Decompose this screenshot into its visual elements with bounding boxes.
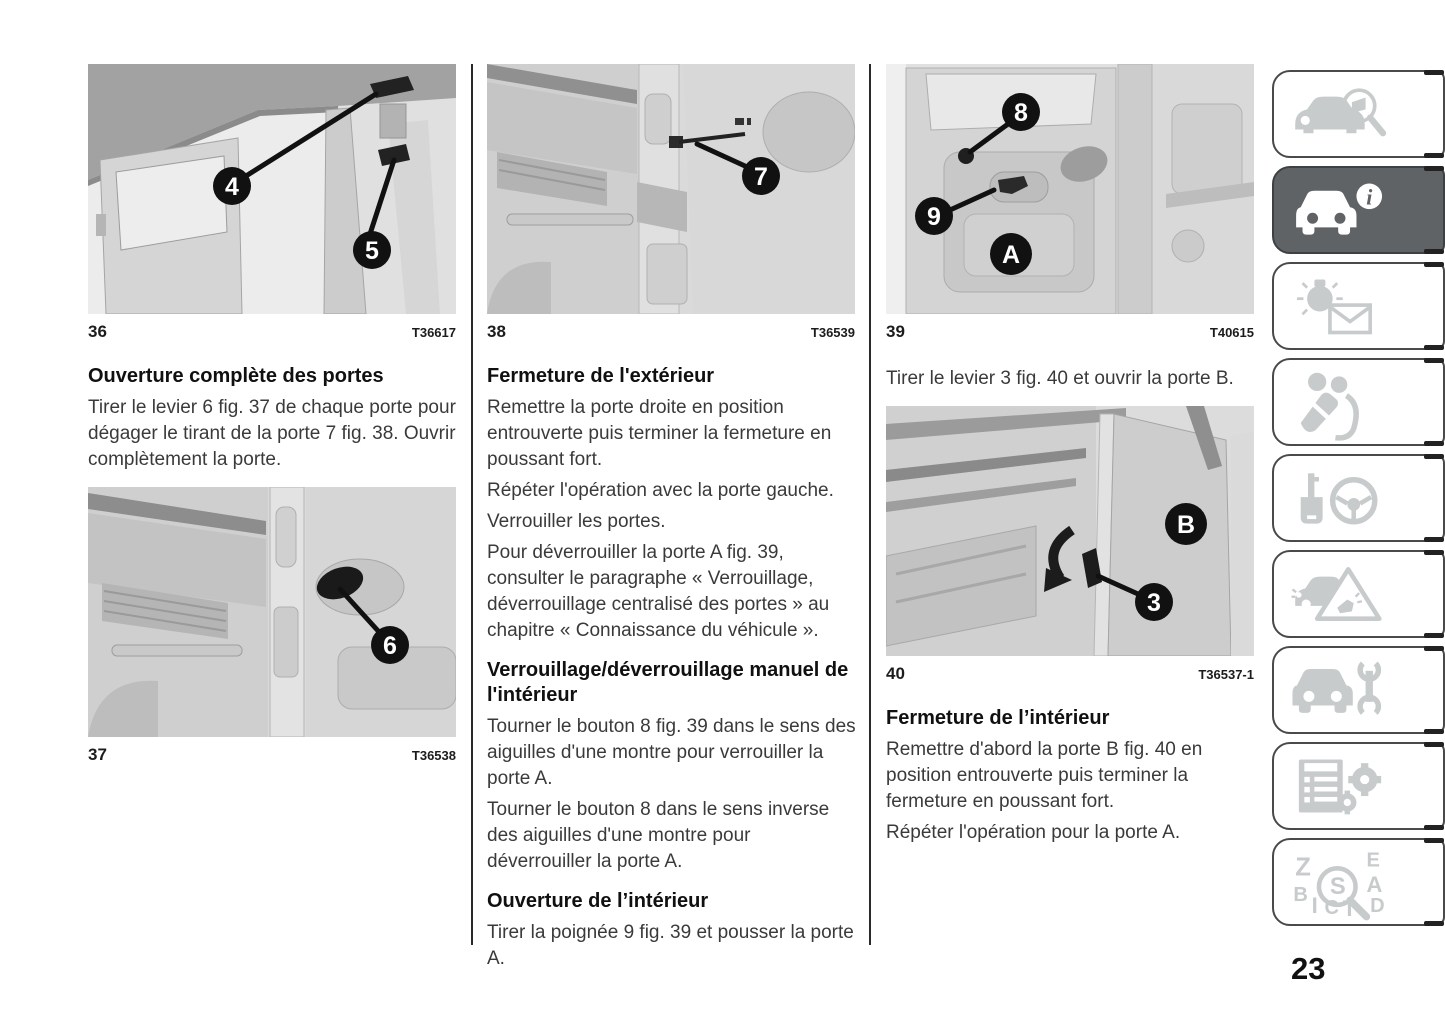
figure-39-image xyxy=(886,64,1254,314)
figure-38-caption xyxy=(487,322,855,342)
paragraph: Tirer le levier 6 fig. 37 de chaque porte pour dégager le tirant de la porte 7 fig. 38. Ouvrir complètement la porte. xyxy=(88,397,456,470)
paragraph: Verrouiller les portes. xyxy=(487,511,666,532)
sidebar-tab-technical-data[interactable] xyxy=(1272,742,1445,830)
section-heading: Verrouillage/déverrouillage manuel de l'intérieur xyxy=(487,659,849,706)
door-b-badge xyxy=(1165,503,1207,545)
figure-37-image xyxy=(88,487,456,737)
figure-40 xyxy=(886,406,1256,684)
section-heading: Fermeture de l'extérieur xyxy=(487,365,715,387)
figure-number: 40 xyxy=(886,664,905,683)
svg-text:Z: Z xyxy=(1295,853,1311,882)
figure-39 xyxy=(886,64,1256,342)
figure-number: 39 xyxy=(886,322,905,341)
paragraph: Pour déverrouiller la porte A fig. 39, consulter le paragraphe « Verrouillage, déverrouillage centralisé des portes » au chapitre « Connaissance du véhicule ». xyxy=(487,542,830,641)
section-heading: Ouverture de l’intérieur xyxy=(487,890,709,912)
airbag-passenger-icon xyxy=(1286,370,1394,434)
svg-text:E: E xyxy=(1366,849,1380,872)
car-info-icon xyxy=(1286,178,1394,242)
paragraph: Tourner le bouton 8 fig. 39 dans le sens des aiguilles d'une montre pour verrouiller la porte A. xyxy=(487,716,856,789)
figure-39-caption xyxy=(886,322,1254,342)
van-interior-background xyxy=(1118,64,1254,314)
section-heading: Ouverture complète des portes xyxy=(88,365,384,387)
svg-text:4: 4 xyxy=(225,173,239,201)
svg-text:T: T xyxy=(1342,895,1357,921)
sidebar-tab-warning-lights[interactable] xyxy=(1272,262,1445,350)
paragraph: Tirer la poignée 9 fig. 39 et pousser la porte A. xyxy=(487,922,854,969)
cargo-area xyxy=(487,64,639,314)
chapter-tab-sidebar xyxy=(1272,70,1445,934)
svg-text:7: 7 xyxy=(754,163,768,191)
page-number: 23 xyxy=(1291,951,1326,986)
sidebar-tab-emergency[interactable] xyxy=(1272,550,1445,638)
svg-text:B: B xyxy=(1293,884,1308,907)
column-left xyxy=(88,64,458,765)
figure-36-illustration xyxy=(88,64,456,314)
svg-text:D: D xyxy=(1370,895,1385,918)
paragraph: Tirer le levier 3 fig. 40 et ouvrir la porte B. xyxy=(886,368,1234,389)
column-divider xyxy=(869,64,871,945)
figure-number: 37 xyxy=(88,745,107,764)
column-middle xyxy=(487,64,857,977)
paragraph: Tourner le bouton 8 dans le sens inverse des aiguilles d'une montre pour déverrouiller la porte A. xyxy=(487,799,830,872)
sidebar-tab-vehicle-info[interactable] xyxy=(1272,166,1445,254)
figure-38 xyxy=(487,64,857,342)
svg-text:9: 9 xyxy=(927,203,941,231)
inner-handle xyxy=(990,172,1048,202)
figure-37 xyxy=(88,487,458,765)
svg-text:8: 8 xyxy=(1014,99,1028,127)
car-wrench-icon xyxy=(1286,658,1394,722)
svg-text:5: 5 xyxy=(365,237,379,265)
letters-magnifier-icon xyxy=(1286,849,1394,921)
figure-37-illustration xyxy=(88,487,456,737)
svg-text:3: 3 xyxy=(1147,589,1161,617)
figure-36-caption xyxy=(88,322,456,342)
figure-36 xyxy=(88,64,458,342)
cargo-interior xyxy=(886,406,1126,656)
car-warning-triangle-icon xyxy=(1286,562,1394,626)
figure-38-illustration xyxy=(487,64,855,314)
door-pillar xyxy=(270,487,304,737)
column-divider xyxy=(471,64,473,945)
paragraph: Répéter l'opération avec la porte gauche. xyxy=(487,480,834,501)
figure-40-illustration xyxy=(886,406,1254,656)
figure-40-caption xyxy=(886,664,1254,684)
svg-text:6: 6 xyxy=(383,632,397,660)
figure-37-caption xyxy=(88,745,456,765)
svg-text:S: S xyxy=(1329,872,1346,900)
sidebar-tab-index[interactable] xyxy=(1272,838,1445,926)
figure-number: 36 xyxy=(88,322,107,341)
paragraph: Remettre d'abord la porte B fig. 40 en position entrouverte puis terminer la fermeture en poussant fort. xyxy=(886,739,1203,812)
paragraph: Remettre la porte droite en position entrouverte puis terminer la fermeture en poussant fort. xyxy=(487,397,832,470)
svg-text:A: A xyxy=(1366,872,1383,898)
figure-40-image xyxy=(886,406,1254,656)
key-steering-wheel-icon xyxy=(1286,466,1394,530)
figure-39-illustration xyxy=(886,64,1254,314)
svg-text:i: i xyxy=(1366,184,1373,210)
sidebar-tab-starting-driving[interactable] xyxy=(1272,454,1445,542)
svg-text:B: B xyxy=(1176,511,1196,539)
figure-38-image xyxy=(487,64,855,314)
figure-code: T36538 xyxy=(411,748,456,763)
car-magnifier-icon xyxy=(1286,82,1394,146)
paragraph: Répéter l'opération pour la porte A. xyxy=(886,822,1181,843)
door-pillar xyxy=(637,64,687,314)
figure-36-image xyxy=(88,64,456,314)
svg-text:C: C xyxy=(1324,897,1339,919)
door-panel xyxy=(306,487,456,737)
sidebar-tab-vehicle-knowledge[interactable] xyxy=(1272,70,1445,158)
list-gears-icon xyxy=(1286,754,1394,818)
svg-text:A: A xyxy=(1001,241,1021,269)
figure-code: T36539 xyxy=(810,325,855,340)
section-heading: Fermeture de l’intérieur xyxy=(886,707,1110,729)
bulb-envelope-icon xyxy=(1286,274,1394,338)
sidebar-tab-maintenance[interactable] xyxy=(1272,646,1445,734)
column-right xyxy=(886,64,1256,851)
figure-code: T40615 xyxy=(1209,325,1254,340)
sidebar-tab-safety[interactable] xyxy=(1272,358,1445,446)
figure-code: T36537-1 xyxy=(1198,667,1254,682)
svg-text:I: I xyxy=(1311,893,1318,919)
cargo-area xyxy=(88,487,268,737)
door-a-badge xyxy=(990,233,1032,275)
figure-code: T36617 xyxy=(411,325,456,340)
figure-number: 38 xyxy=(487,322,506,341)
